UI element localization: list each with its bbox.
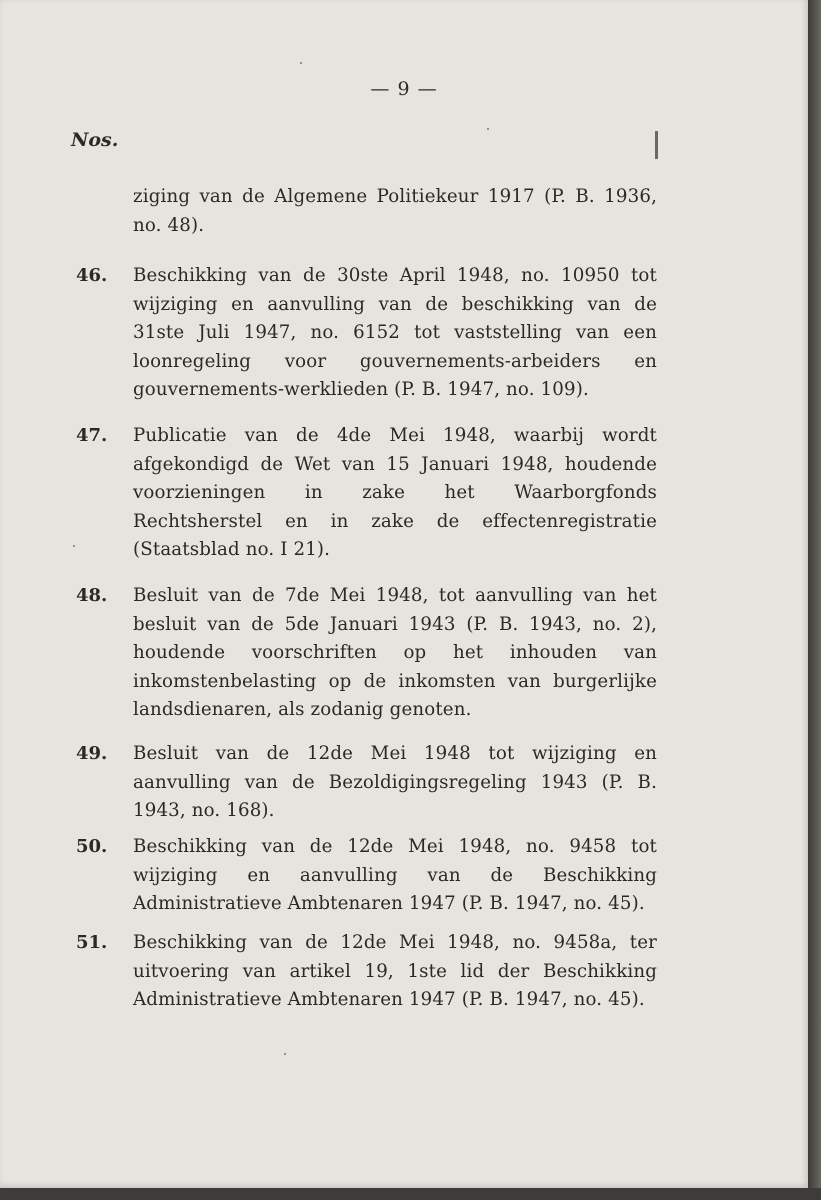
- entry-number: 48.: [76, 585, 108, 606]
- entry-number: 49.: [76, 743, 108, 764]
- paper-speck: [300, 62, 302, 64]
- entry-number: 47.: [76, 425, 108, 446]
- page-edge-right: [808, 0, 821, 1200]
- nos-label: Nos.: [71, 129, 119, 151]
- bleed-mark: [655, 131, 658, 159]
- entry-number: 51.: [76, 932, 108, 953]
- entry-text: Beschikking van de 12de Mei 1948, no. 9458 tot wijziging en aanvulling van de Beschikking Administratieve Ambtenaren 1947 (P. B. 1947, no. 45).: [133, 836, 657, 914]
- page-edge-bottom: [0, 1188, 821, 1200]
- paper-speck: [73, 545, 75, 547]
- page-number: — 9 —: [370, 78, 438, 100]
- paper-speck: [487, 128, 489, 130]
- paper-speck: [284, 1053, 286, 1055]
- entry-text: Beschikking van de 12de Mei 1948, no. 9458a, ter uitvoering van artikel 19, 1ste lid der Beschikking Administratieve Ambtenaren 1947 (P. B. 1947, no. 45).: [133, 932, 657, 1010]
- entry-number: 46.: [76, 265, 108, 286]
- entry-text: Besluit van de 7de Mei 1948, tot aanvulling van het besluit van de 5de Januari 1943 (P. B. 1943, no. 2), houdende voorschriften op het inhouden van inkomstenbelasting op de inkomsten van burgerlijke landsdienaren, als zodanig genoten.: [133, 585, 657, 720]
- entry-number: 50.: [76, 836, 108, 857]
- entry-text: Publicatie van de 4de Mei 1948, waarbij wordt afgekondigd de Wet van 15 Januari 1948, houdende voorzieningen in zake het Waarborgfonds Rechtsherstel en in zake de effectenregistratie (Staatsblad no. I 21).: [133, 425, 657, 560]
- entry-text: Besluit van de 12de Mei 1948 tot wijziging en aanvulling van de Bezoldigingsregeling 1943 (P. B. 1943, no. 168).: [133, 743, 657, 821]
- entry-text: ziging van de Algemene Politiekeur 1917 (P. B. 1936, no. 48).: [133, 186, 657, 236]
- entry-text: Beschikking van de 30ste April 1948, no. 10950 tot wijziging en aanvulling van de beschikking van de 31ste Juli 1947, no. 6152 tot vaststelling van een loonregeling voor gouvernements-arbeiders en gouvernements-werklieden (P. B. 1947, no. 109).: [133, 265, 657, 400]
